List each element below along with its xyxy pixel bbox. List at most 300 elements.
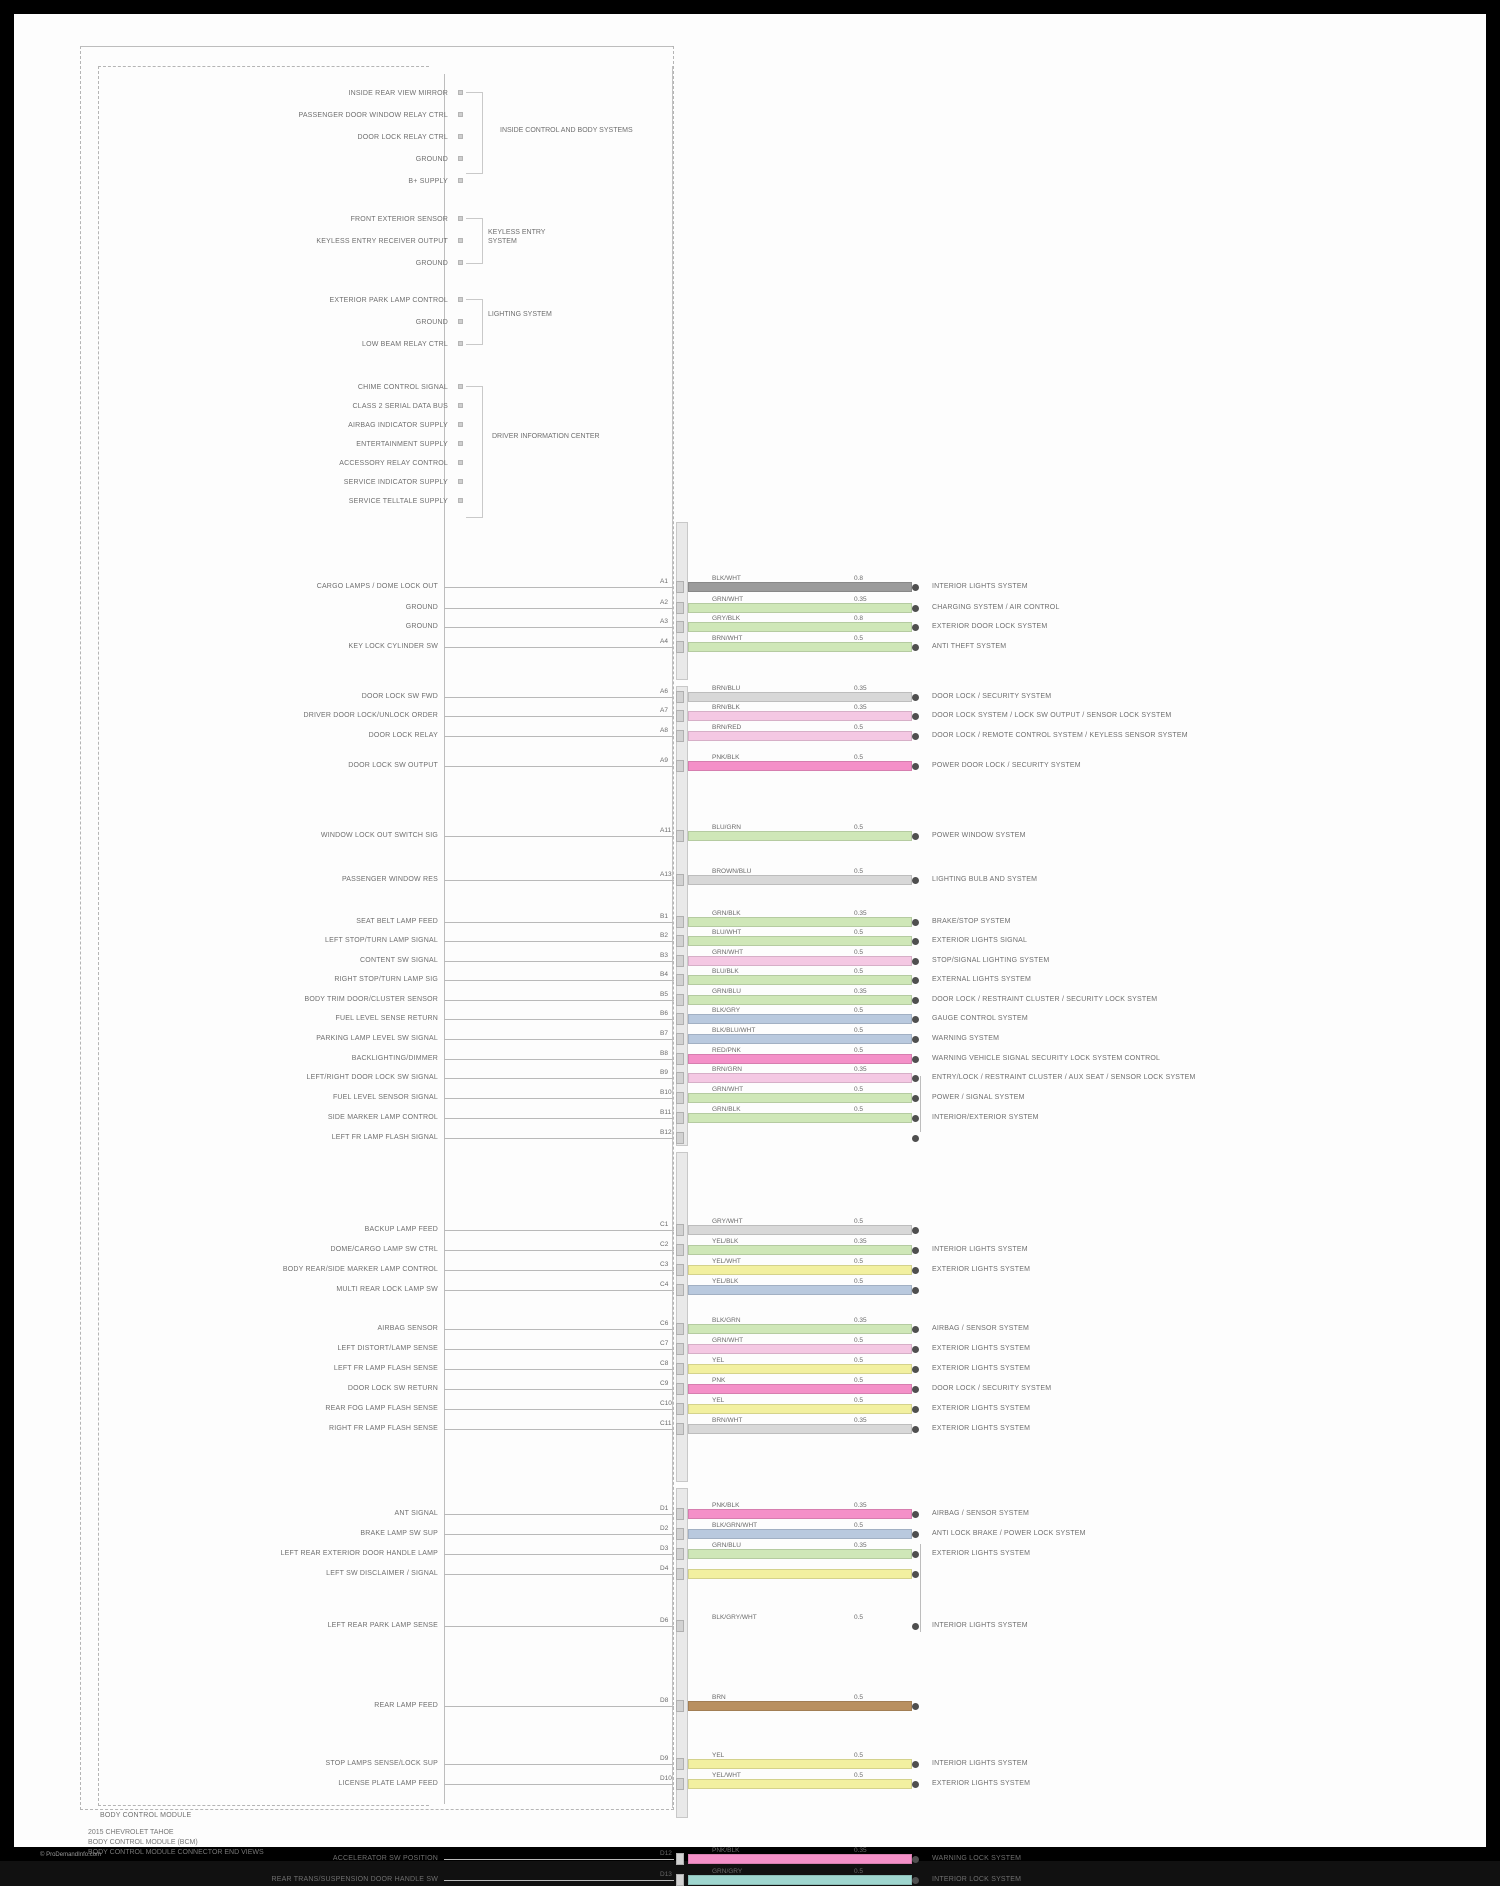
- group1-input-4: B+ SUPPLY: [408, 178, 448, 185]
- wire-gauge: 0.8: [854, 615, 864, 622]
- circuit-left-label: MULTI REAR LOCK LAMP SW: [336, 1286, 438, 1293]
- connector-pin[interactable]: [676, 1363, 684, 1375]
- circuit-wire: [444, 1349, 674, 1350]
- circuit-terminal-dot: [912, 877, 919, 884]
- connector-pin-number: A1: [660, 578, 668, 585]
- wire-gauge: 0.35: [854, 1317, 867, 1324]
- connector-pin-number: A11: [660, 827, 672, 834]
- connector-pin-number: C11: [660, 1420, 672, 1427]
- circuit-terminal-dot: [912, 1287, 919, 1294]
- footer-line-1: 2015 CHEVROLET TAHOE: [88, 1829, 174, 1836]
- circuit-left-label: BODY TRIM DOOR/CLUSTER SENSOR: [304, 996, 438, 1003]
- connector-pin-number: B10: [660, 1089, 672, 1096]
- connector-pin-number: C10: [660, 1400, 672, 1407]
- group3-input-2: LOW BEAM RELAY CTRL: [361, 341, 448, 348]
- wire-color-segment: [688, 975, 912, 985]
- circuit-right-label: EXTERNAL LIGHTS SYSTEM: [932, 976, 1032, 983]
- circuit-terminal-dot: [912, 1016, 919, 1023]
- circuit-wire: [444, 1078, 674, 1079]
- connector-pin-number: D12: [660, 1850, 672, 1857]
- group4-pin-1: [458, 403, 463, 408]
- wire-color-code: PNK: [712, 1377, 726, 1384]
- group1-input-3: GROUND: [415, 156, 448, 163]
- circuit-terminal-dot: [912, 1703, 919, 1710]
- connector-pin-number: D4: [660, 1565, 669, 1572]
- circuit-right-label: BRAKE/STOP SYSTEM: [932, 918, 1011, 925]
- circuit-left-label: LEFT/RIGHT DOOR LOCK SW SIGNAL: [306, 1074, 438, 1081]
- circuit-wire: [444, 1534, 674, 1535]
- wire-color-code: PNK/BLK: [712, 1847, 740, 1854]
- right-rail-upper: [920, 1076, 921, 1132]
- circuit-terminal-dot: [912, 1135, 919, 1142]
- connector-pin[interactable]: [676, 1092, 684, 1104]
- connector-pin[interactable]: [676, 1264, 684, 1276]
- circuit-left-label: PASSENGER WINDOW RES: [341, 876, 438, 883]
- group1-pin-2: [458, 134, 463, 139]
- wire-color-code: GRY/BLK: [712, 615, 741, 622]
- connector-pin[interactable]: [676, 935, 684, 947]
- connector-pin[interactable]: [676, 1758, 684, 1770]
- wire-color-segment: [688, 1569, 912, 1579]
- wire-gauge: 0.35: [854, 910, 867, 917]
- wire-color-segment: [688, 1073, 912, 1083]
- circuit-right-label: ANTI LOCK BRAKE / POWER LOCK SYSTEM: [932, 1530, 1086, 1537]
- circuit-terminal-dot: [912, 1115, 919, 1122]
- wire-color-code: GRN/BLU: [712, 1542, 741, 1549]
- connector-pin[interactable]: [676, 1700, 684, 1712]
- circuit-wire: [444, 1626, 674, 1627]
- circuit-wire: [444, 1706, 674, 1707]
- connector-pin[interactable]: [676, 994, 684, 1006]
- wire-color-code: GRN/BLU: [712, 988, 741, 995]
- circuit-wire: [444, 1514, 674, 1515]
- circuit-wire: [444, 1138, 674, 1139]
- circuit-right-label: INTERIOR LIGHTS SYSTEM: [932, 1760, 1028, 1767]
- circuit-left-label: REAR LAMP FEED: [374, 1702, 438, 1709]
- connector-pin[interactable]: [676, 874, 684, 886]
- connector-pin[interactable]: [676, 974, 684, 986]
- circuit-terminal-dot: [912, 1267, 919, 1274]
- circuit-terminal-dot: [912, 1326, 919, 1333]
- wire-color-segment: [688, 642, 912, 652]
- connector-pin-number: B8: [660, 1050, 668, 1057]
- wire-color-code: BRN: [712, 1694, 726, 1701]
- connector-pin-number: B9: [660, 1069, 668, 1076]
- circuit-right-label: DOOR LOCK SYSTEM / LOCK SW OUTPUT / SENSOR LOCK SYSTEM: [932, 712, 1172, 719]
- connector-pin[interactable]: [676, 1284, 684, 1296]
- connector-pin-number: A4: [660, 638, 668, 645]
- circuit-wire: [444, 1290, 674, 1291]
- group3-pin-1: [458, 319, 463, 324]
- connector-pin[interactable]: [676, 1323, 684, 1335]
- wire-color-code: BLK/GRY: [712, 1007, 741, 1014]
- circuit-left-label: PARKING LAMP LEVEL SW SIGNAL: [316, 1035, 438, 1042]
- connector-pin[interactable]: [676, 1853, 684, 1865]
- wire-color-segment: [688, 1324, 912, 1334]
- circuit-left-label: DOME/CARGO LAMP SW CTRL: [330, 1246, 438, 1253]
- connector-pin[interactable]: [676, 760, 684, 772]
- circuit-left-label: LEFT DISTORT/LAMP SENSE: [337, 1345, 438, 1352]
- wire-color-code: GRN/BLK: [712, 1106, 741, 1113]
- circuit-left-label: DRIVER DOOR LOCK/UNLOCK ORDER: [303, 712, 438, 719]
- circuit-terminal-dot: [912, 1426, 919, 1433]
- connector-stack-a: [676, 522, 688, 680]
- circuit-wire: [444, 627, 674, 628]
- wire-color-code: YEL: [712, 1357, 725, 1364]
- connector-pin-number: D8: [660, 1697, 669, 1704]
- wire-color-segment: [688, 692, 912, 702]
- circuit-terminal-dot: [912, 977, 919, 984]
- connector-pin[interactable]: [676, 1383, 684, 1395]
- group2-input-2: GROUND: [415, 260, 448, 267]
- connector-pin[interactable]: [676, 1132, 684, 1144]
- circuit-right-label: EXTERIOR LIGHTS SYSTEM: [932, 1266, 1031, 1273]
- circuit-terminal-dot: [912, 694, 919, 701]
- wire-color-code: BLK/GRN: [712, 1317, 741, 1324]
- wire-color-code: GRN/BLK: [712, 910, 741, 917]
- wire-gauge: 0.5: [854, 1278, 864, 1285]
- credit-text: © ProDemandInfo.com: [40, 1852, 102, 1858]
- circuit-terminal-dot: [912, 997, 919, 1004]
- connector-pin[interactable]: [676, 1568, 684, 1580]
- wire-color-segment: [688, 1875, 912, 1885]
- circuit-left-label: WINDOW LOCK OUT SWITCH SIG: [320, 832, 438, 839]
- wire-color-segment: [688, 1245, 912, 1255]
- wire-color-segment: [688, 1509, 912, 1519]
- circuit-wire: [444, 1098, 674, 1099]
- circuit-terminal-dot: [912, 1227, 919, 1234]
- circuit-wire: [444, 1389, 674, 1390]
- circuit-right-label: AIRBAG / SENSOR SYSTEM: [932, 1510, 1029, 1517]
- group1-input-2: DOOR LOCK RELAY CTRL: [357, 134, 448, 141]
- circuit-wire: [444, 766, 674, 767]
- connector-pin[interactable]: [676, 581, 684, 593]
- connector-pin-number: A6: [660, 688, 668, 695]
- connector-pin[interactable]: [676, 1403, 684, 1415]
- group4-input-5: SERVICE INDICATOR SUPPLY: [343, 479, 448, 486]
- connector-pin-number: B1: [660, 913, 668, 920]
- circuit-terminal-dot: [912, 919, 919, 926]
- wire-color-segment: [688, 1854, 912, 1864]
- group3-pin-0: [458, 297, 463, 302]
- wire-gauge: 0.35: [854, 685, 867, 692]
- wire-gauge: 0.35: [854, 1238, 867, 1245]
- circuit-right-label: WARNING SYSTEM: [932, 1035, 1000, 1042]
- wire-gauge: 0.5: [854, 824, 864, 831]
- circuit-wire: [444, 980, 674, 981]
- circuit-wire: [444, 1369, 674, 1370]
- circuit-left-label: LICENSE PLATE LAMP FEED: [338, 1780, 438, 1787]
- wire-color-segment: [688, 1344, 912, 1354]
- wire-gauge: 0.35: [854, 1417, 867, 1424]
- wire-gauge: 0.5: [854, 1397, 864, 1404]
- connector-pin-number: B6: [660, 1010, 668, 1017]
- connector-pin[interactable]: [676, 730, 684, 742]
- wire-color-segment: [688, 711, 912, 721]
- group4-pin-0: [458, 384, 463, 389]
- circuit-terminal-dot: [912, 1877, 919, 1884]
- wire-color-segment: [688, 622, 912, 632]
- circuit-left-label: BODY REAR/SIDE MARKER LAMP CONTROL: [282, 1266, 438, 1273]
- circuit-right-label: EXTERIOR LIGHTS SYSTEM: [932, 1405, 1031, 1412]
- group2-input-1: KEYLESS ENTRY RECEIVER OUTPUT: [316, 238, 448, 245]
- wire-color-segment: [688, 1404, 912, 1414]
- connector-pin-number: D6: [660, 1617, 669, 1624]
- circuit-right-label: EXTERIOR LIGHTS SYSTEM: [932, 1780, 1031, 1787]
- wire-gauge: 0.5: [854, 1337, 864, 1344]
- group4-pin-5: [458, 479, 463, 484]
- wire-gauge: 0.5: [854, 929, 864, 936]
- circuit-terminal-dot: [912, 958, 919, 965]
- connector-pin[interactable]: [676, 1423, 684, 1435]
- wire-gauge: 0.5: [854, 868, 864, 875]
- wire-color-segment: [688, 831, 912, 841]
- circuit-right-label: ANTI THEFT SYSTEM: [932, 643, 1007, 650]
- connector-pin[interactable]: [676, 955, 684, 967]
- connector-pin[interactable]: [676, 1620, 684, 1632]
- circuit-wire: [444, 1118, 674, 1119]
- circuit-terminal-dot: [912, 1366, 919, 1373]
- circuit-wire: [444, 1230, 674, 1231]
- circuit-left-label: LEFT REAR EXTERIOR DOOR HANDLE LAMP: [280, 1550, 438, 1557]
- wire-color-code: GRN/WHT: [712, 1337, 744, 1344]
- circuit-wire: [444, 736, 674, 737]
- circuit-left-label: LEFT REAR PARK LAMP SENSE: [327, 1622, 438, 1629]
- wire-color-code: BRN/BLU: [712, 685, 741, 692]
- circuit-left-label: FUEL LEVEL SENSE RETURN: [335, 1015, 438, 1022]
- wire-color-segment: [688, 1364, 912, 1374]
- connector-pin-number: C1: [660, 1221, 669, 1228]
- connector-pin[interactable]: [676, 641, 684, 653]
- wire-color-code: YEL/WHT: [712, 1772, 741, 1779]
- connector-pin[interactable]: [676, 602, 684, 614]
- circuit-right-label: DOOR LOCK / RESTRAINT CLUSTER / SECURITY LOCK SYSTEM: [932, 996, 1158, 1003]
- connector-pin-number: B4: [660, 971, 668, 978]
- wire-color-segment: [688, 936, 912, 946]
- wire-gauge: 0.5: [854, 1752, 864, 1759]
- wire-color-segment: [688, 1759, 912, 1769]
- wire-gauge: 0.35: [854, 1502, 867, 1509]
- module-bus-line: [444, 74, 445, 1804]
- connector-pin[interactable]: [676, 1244, 684, 1256]
- circuit-left-label: LEFT STOP/TURN LAMP SIGNAL: [325, 937, 438, 944]
- circuit-left-label: KEY LOCK CYLINDER SW: [348, 643, 438, 650]
- circuit-left-label: FUEL LEVEL SENSOR SIGNAL: [332, 1094, 438, 1101]
- circuit-right-label: EXTERIOR DOOR LOCK SYSTEM: [932, 623, 1048, 630]
- footer-line-3: BODY CONTROL MODULE CONNECTOR END VIEWS: [88, 1849, 264, 1856]
- connector-pin-number: A9: [660, 757, 668, 764]
- connector-pin-number: C4: [660, 1281, 669, 1288]
- circuit-wire: [444, 1554, 674, 1555]
- wire-color-segment: [688, 995, 912, 1005]
- circuit-right-label: EXTERIOR LIGHTS SYSTEM: [932, 1365, 1031, 1372]
- circuit-wire: [444, 1764, 674, 1765]
- circuit-left-label: RIGHT FR LAMP FLASH SENSE: [329, 1425, 438, 1432]
- right-rail-lower: [920, 1544, 921, 1632]
- circuit-right-label: EXTERIOR LIGHTS SYSTEM: [932, 1345, 1031, 1352]
- circuit-right-label: WARNING VEHICLE SIGNAL SECURITY LOCK SYSTEM CONTROL: [932, 1055, 1161, 1062]
- connector-pin-number: C3: [660, 1261, 669, 1268]
- circuit-wire: [444, 961, 674, 962]
- connector-pin[interactable]: [676, 1072, 684, 1084]
- connector-pin-number: C2: [660, 1241, 669, 1248]
- circuit-wire: [444, 1880, 674, 1881]
- circuit-left-label: CARGO LAMPS / DOME LOCK OUT: [316, 583, 438, 590]
- circuit-left-label: REAR TRANS/SUSPENSION DOOR HANDLE SW: [271, 1876, 438, 1883]
- circuit-terminal-dot: [912, 1386, 919, 1393]
- group4-input-6: SERVICE TELLTALE SUPPLY: [348, 498, 448, 505]
- footer-line-2: BODY CONTROL MODULE (BCM): [88, 1839, 198, 1846]
- wire-gauge: 0.35: [854, 596, 867, 603]
- connector-pin[interactable]: [676, 1224, 684, 1236]
- group4-input-4: ACCESSORY RELAY CONTROL: [339, 460, 448, 467]
- wire-gauge: 0.35: [854, 1847, 867, 1854]
- connector-pin[interactable]: [676, 1033, 684, 1045]
- group1-input-1: PASSENGER DOOR WINDOW RELAY CTRL: [298, 112, 448, 119]
- circuit-terminal-dot: [912, 833, 919, 840]
- connector-pin[interactable]: [676, 1013, 684, 1025]
- wire-gauge: 0.5: [854, 1258, 864, 1265]
- connector-pin[interactable]: [676, 621, 684, 633]
- wire-color-code: BRN/RED: [712, 724, 742, 731]
- circuit-right-label: INTERIOR/EXTERIOR SYSTEM: [932, 1114, 1039, 1121]
- group4-input-2: AIRBAG INDICATOR SUPPLY: [348, 422, 448, 429]
- group2-pin-1: [458, 238, 463, 243]
- connector-pin-number: C8: [660, 1360, 669, 1367]
- circuit-terminal-dot: [912, 938, 919, 945]
- wire-color-segment: [688, 1034, 912, 1044]
- wire-color-code: PNK/BLK: [712, 1502, 740, 1509]
- group4-pin-6: [458, 498, 463, 503]
- connector-pin-number: D3: [660, 1545, 669, 1552]
- wire-color-code: BLK/BLU/WHT: [712, 1027, 756, 1034]
- connector-pin[interactable]: [676, 916, 684, 928]
- circuit-terminal-dot: [912, 644, 919, 651]
- wire-color-segment: [688, 582, 912, 592]
- circuit-left-label: DOOR LOCK SW RETURN: [347, 1385, 438, 1392]
- circuit-left-label: DOOR LOCK SW OUTPUT: [348, 762, 438, 769]
- circuit-terminal-dot: [912, 1075, 919, 1082]
- circuit-wire: [444, 1784, 674, 1785]
- wire-color-code: BRN/WHT: [712, 1417, 743, 1424]
- connector-pin[interactable]: [676, 1053, 684, 1065]
- module-group-1-label: INSIDE CONTROL AND BODY SYSTEMS: [500, 127, 633, 134]
- circuit-right-label: EXTERIOR LIGHTS SYSTEM: [932, 1425, 1031, 1432]
- circuit-right-label: DOOR LOCK / REMOTE CONTROL SYSTEM / KEYLESS SENSOR SYSTEM: [932, 732, 1188, 739]
- circuit-wire: [444, 880, 674, 881]
- circuit-terminal-dot: [912, 605, 919, 612]
- connector-pin[interactable]: [676, 1778, 684, 1790]
- wire-color-segment: [688, 1113, 912, 1123]
- circuit-left-label: DOOR LOCK SW FWD: [361, 693, 438, 700]
- connector-pin[interactable]: [676, 691, 684, 703]
- connector-pin[interactable]: [676, 1112, 684, 1124]
- wire-gauge: 0.35: [854, 1542, 867, 1549]
- circuit-right-label: INTERIOR LOCK SYSTEM: [932, 1876, 1022, 1883]
- wire-color-code: BRN/WHT: [712, 635, 743, 642]
- wire-color-code: BLK/GRN/WHT: [712, 1522, 758, 1529]
- wire-gauge: 0.5: [854, 1218, 864, 1225]
- circuit-terminal-dot: [912, 1551, 919, 1558]
- wire-color-segment: [688, 1384, 912, 1394]
- wire-color-code: GRN/GRY: [712, 1868, 743, 1875]
- connector-pin-number: A7: [660, 707, 668, 714]
- wire-color-segment: [688, 1529, 912, 1539]
- circuit-right-label: INTERIOR LIGHTS SYSTEM: [932, 583, 1028, 590]
- wire-color-code: YEL: [712, 1752, 725, 1759]
- connector-pin[interactable]: [676, 710, 684, 722]
- connector-pin-number: B3: [660, 952, 668, 959]
- wire-gauge: 0.5: [854, 968, 864, 975]
- circuit-left-label: AIRBAG SENSOR: [377, 1325, 438, 1332]
- circuit-left-label: SIDE MARKER LAMP CONTROL: [327, 1114, 438, 1121]
- circuit-wire: [444, 1859, 674, 1860]
- left-block-label: BODY CONTROL MODULE: [100, 1812, 192, 1819]
- connector-pin[interactable]: [676, 1343, 684, 1355]
- circuit-right-label: EXTERIOR LIGHTS SIGNAL: [932, 937, 1028, 944]
- connector-pin[interactable]: [676, 1874, 684, 1886]
- circuit-right-label: CHARGING SYSTEM / AIR CONTROL: [932, 604, 1060, 611]
- circuit-wire: [444, 1019, 674, 1020]
- wire-gauge: 0.5: [854, 1522, 864, 1529]
- group2-pin-2: [458, 260, 463, 265]
- circuit-right-label: POWER WINDOW SYSTEM: [932, 832, 1026, 839]
- circuit-terminal-dot: [912, 763, 919, 770]
- wire-color-segment: [688, 917, 912, 927]
- connector-pin[interactable]: [676, 1528, 684, 1540]
- circuit-wire: [444, 608, 674, 609]
- bcm-top-edge: [80, 46, 672, 47]
- bcm-module-outline: [428, 66, 673, 1808]
- circuit-terminal-dot: [912, 1531, 919, 1538]
- connector-pin[interactable]: [676, 830, 684, 842]
- wire-color-code: GRY/WHT: [712, 1218, 743, 1225]
- circuit-left-label: ANT SIGNAL: [394, 1510, 438, 1517]
- circuit-wire: [444, 941, 674, 942]
- group-bracket-4: [466, 386, 483, 518]
- wire-color-code: BRN/BLK: [712, 704, 740, 711]
- wire-color-code: BRN/GRN: [712, 1066, 742, 1073]
- connector-pin-number: B12: [660, 1129, 672, 1136]
- connector-pin-number: A8: [660, 727, 668, 734]
- circuit-terminal-dot: [912, 733, 919, 740]
- group4-pin-4: [458, 460, 463, 465]
- circuit-terminal-dot: [912, 1346, 919, 1353]
- wire-gauge: 0.5: [854, 949, 864, 956]
- wire-gauge: 0.35: [854, 988, 867, 995]
- wire-color-segment: [688, 875, 912, 885]
- wire-gauge: 0.35: [854, 704, 867, 711]
- circuit-right-label: LIGHTING BULB AND SYSTEM: [932, 876, 1038, 883]
- circuit-right-label: GAUGE CONTROL SYSTEM: [932, 1015, 1028, 1022]
- circuit-left-label: STOP LAMPS SENSE/LOCK SUP: [325, 1760, 438, 1767]
- wire-gauge: 0.5: [854, 1377, 864, 1384]
- circuit-terminal-dot: [912, 1856, 919, 1863]
- connector-pin[interactable]: [676, 1508, 684, 1520]
- circuit-wire: [444, 1000, 674, 1001]
- wire-gauge: 0.5: [854, 1027, 864, 1034]
- wire-color-segment: [688, 1549, 912, 1559]
- circuit-right-label: POWER DOOR LOCK / SECURITY SYSTEM: [932, 762, 1081, 769]
- connector-pin[interactable]: [676, 1548, 684, 1560]
- circuit-wire: [444, 587, 674, 588]
- wire-color-segment: [688, 1779, 912, 1789]
- circuit-terminal-dot: [912, 1036, 919, 1043]
- wire-color-segment: [688, 1093, 912, 1103]
- group-bracket-1: [466, 92, 483, 174]
- circuit-terminal-dot: [912, 1511, 919, 1518]
- circuit-right-label: ENTRY/LOCK / RESTRAINT CLUSTER / AUX SEAT / SENSOR LOCK SYSTEM: [932, 1074, 1196, 1081]
